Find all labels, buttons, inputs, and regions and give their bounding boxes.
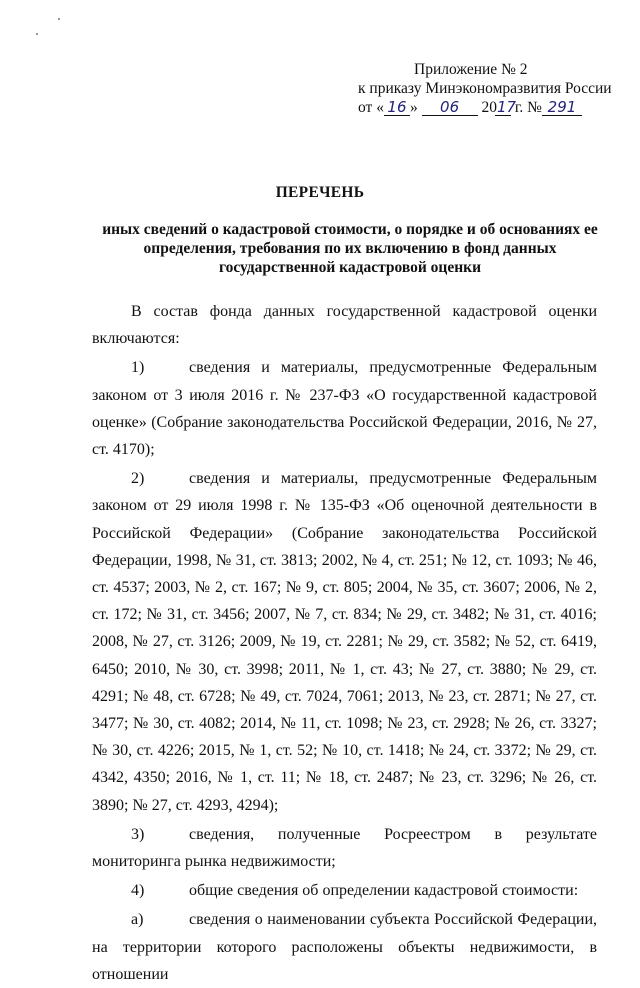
date-quote-close: » (409, 99, 418, 116)
list-item (92, 906, 597, 988)
handwritten-day: 16 (384, 100, 410, 116)
appendix-label: Приложение № 2 (414, 61, 528, 78)
list-item (92, 877, 597, 904)
item-text: сведения и материалы, предусмотренные Федеральным законом от 29 июля 1998 г. № 135-ФЗ «Об оценочной деятельности в Российской Федерации» (Собрание законодательства Российской Федерации, 1998, № 31, ст. 3813; 2002, № 4, ст. 251; № 12, ст. 1093; № 46, ст. 4537; 2003, № 2, ст. 167; № 9, ст. 805; 2004, № 35, ст. 3607; 2006, № 2, ст. 172; № 31, ст. 3456; 2007, № 7, ст. 834; № 29, ст. 3482; № 31, ст. 4016; 2008, № 27, ст. 3126; 2009, № 19, ст. 2281; № 29, ст. 3582; № 52, ст. 6419, 6450; 2010, № 30, ст. 3998; 2011, № 1, ст. 43; № 27, ст. 3880; № 29, ст. 4291; № 48, ст. 6728; № 49, ст. 7024, 7061; 2013, № 23, ст. 2871; № 27, ст. 3477; № 30, ст. 4082; 2014, № 11, ст. 1098; № 23, ст. 2928; № 26, ст. 3327; № 30, ст. 4226; 2015, № 1, ст. 52; № 10, ст. 1418; № 24, ст. 3372; № 29, ст. 4342, 4350; 2016, № 1, ст. 11; № 18, ст. 2487; № 23, ст. 3296; № 26, ст. 3890; № 27, ст. 4293, 4294); (92, 470, 597, 814)
document-body (92, 298, 597, 988)
item-marker: 3) (131, 825, 145, 843)
number-prefix: г. № (514, 99, 542, 116)
handwritten-year: 17 (496, 98, 517, 116)
document-subtitle: иных сведений о кадастровой стоимости, о порядке и об основаниях ее определения, требования по их включению в фонд данных государственной кадастровой оценки (102, 221, 598, 276)
intro-paragraph: В состав фонда данных государственной кадастровой оценки включаются: (92, 303, 597, 348)
scan-speck (58, 18, 60, 20)
order-reference: к приказу Минэкономразвития России (358, 80, 612, 97)
year-prefix: 20 (481, 99, 497, 116)
list-item (92, 465, 597, 819)
date-prefix: от « (358, 99, 384, 116)
appendix-header (358, 60, 612, 117)
item-marker: 2) (131, 470, 145, 488)
list-item (92, 354, 597, 463)
item-marker: 4) (131, 882, 145, 900)
item-marker: а) (131, 911, 144, 929)
item-text: сведения и материалы, предусмотренные Федеральным законом от 3 июля 2016 г. № 237-ФЗ «О государственной кадастровой оценке» (Собрание законодательства Российской Федерации, 2016, № 27, ст. 4170); (92, 359, 597, 459)
order-date-line (358, 98, 598, 117)
item-marker: 1) (131, 359, 145, 377)
item-text: сведения, полученные Росреестром в результате мониторинга рынка недвижимости; (92, 825, 597, 871)
item-text: сведения о наименовании субъекта Российской Федерации, на территории которого расположены объекты недвижимости, в отношении (92, 911, 597, 983)
handwritten-order-number: 291 (542, 100, 582, 116)
handwritten-month: 06 (422, 100, 478, 116)
list-item (92, 821, 597, 875)
scan-speck (36, 33, 38, 35)
document-title: ПЕРЕЧЕНЬ (275, 184, 365, 201)
item-text: общие сведения об определении кадастровой стоимости: (189, 882, 579, 900)
